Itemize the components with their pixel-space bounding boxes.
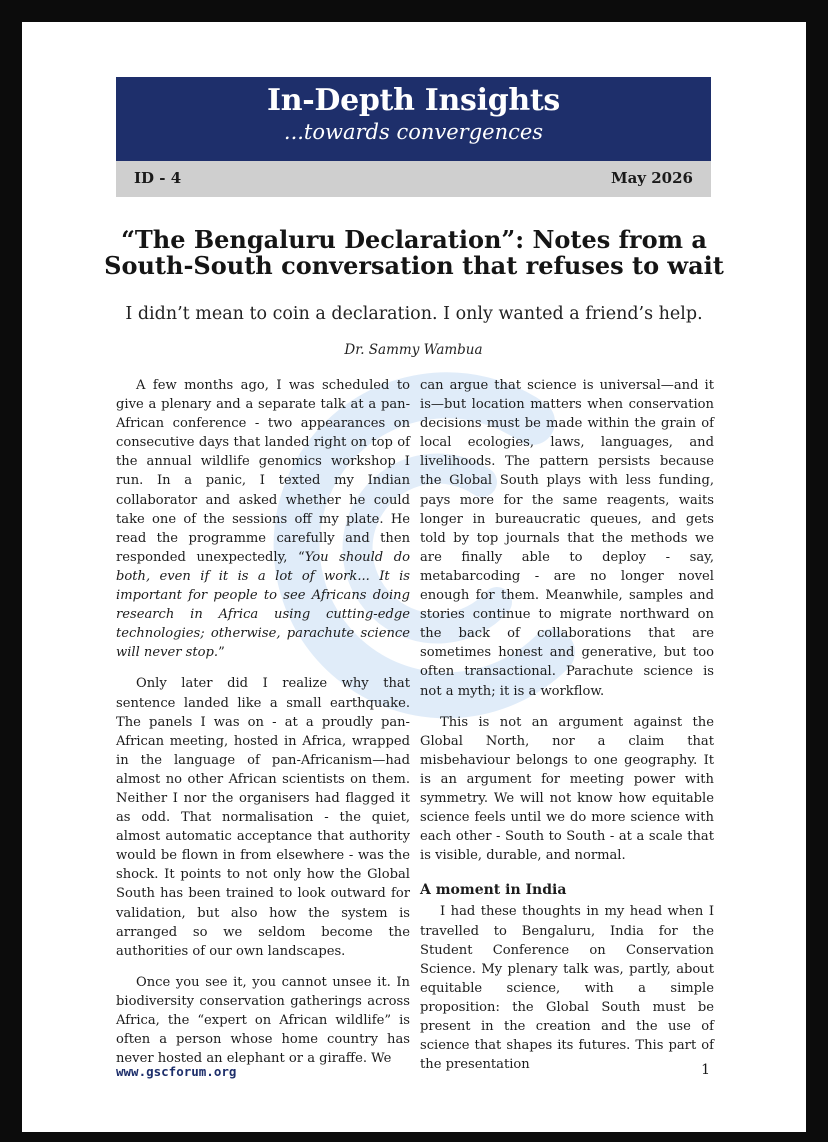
masthead-banner — [116, 77, 711, 161]
issue-number: ID - 4 — [134, 169, 182, 187]
paragraph-2: Only later did I realize why that sentence landed like a small earthquake. The panels I was on - at a proudly pan-African meeting, hosted in Africa, wrapped in the language of pan-Africanism—had almost no other African scientists on them. Neither I nor the organisers had flagged it as odd. That normalisation - the quiet, almost automatic acceptance that authority would be flown in from elsewhere - was the shock. It points to not only how the Global South has been trained to look outward for validation, but also how the system is arranged so we seldom become the authorities of our own landscapes. — [116, 676, 410, 959]
footer-website-link[interactable]: www.gscforum.org — [116, 1064, 237, 1079]
paragraph-4: This is not an argument against the Global North, nor a claim that misbehaviour belongs to one geography. It is an argument for meeting power with symmetry. We will not know how equitable science feels until we do more science with each other - South to South - at a scale that is visible, durable, and normal. — [420, 714, 714, 864]
article-subtitle: I didn’t mean to coin a declaration. I only wanted a friend’s help. — [125, 304, 703, 324]
paragraph-1 — [116, 376, 410, 662]
page-number: 1 — [701, 1062, 710, 1078]
paragraph-3-end: can argue that science is universal—and it is—but location matters when conservation decisions must be made within the grain of local ecologies, laws, languages, and livelihoods. The pattern persists because the Global South plays with less funding, pays more for the same reagents, waits longer in bureaucratic queues, and gets told by top journals that the methods we are finally able to deploy - say, metabarcoding - are no longer novel enough for them. Meanwhile, samples and stories continue to migrate northward on the back of collaborations that are sometimes honest and generative, but too often transactional. Parachute science is not a myth; it is a workflow. — [420, 378, 714, 699]
left-column — [116, 376, 410, 1068]
masthead-title: In-Depth Insights — [266, 83, 561, 118]
right-column — [420, 376, 714, 1074]
section-heading: A moment in India — [420, 882, 567, 899]
document-page — [22, 22, 806, 1132]
masthead-subtitle: ...towards convergences — [283, 120, 544, 144]
collaborator-quote: You should do both, even if it is a lot of work... It is important for people to see Africans doing research in Africa using cutting-edge technologies; otherwise, parachute science will never stop. — [116, 549, 410, 661]
article-author: Dr. Sammy Wambua — [344, 342, 483, 358]
quote-close: ” — [218, 645, 225, 661]
paragraph-1-text: A few months ago, I was scheduled to give a plenary and a separate talk at a pan-African conference - two appearances on consecutive days that landed right on top of the annual wildlife genomics workshop I run. In a panic, I texted my Indian collaborator and asked whether he could take one of the sessions off my plate. He read the programme carefully and then responded unexpectedly, “ — [116, 378, 410, 565]
issue-meta-bar — [116, 161, 711, 197]
paragraph-3-start: Once you see it, you cannot unsee it. In biodiversity conservation gatherings across Africa, the “expert on African wildlife” is often a person whose home country has never hosted an elephant or a giraffe. We — [116, 974, 410, 1067]
article-title: “The Bengaluru Declaration”: Notes from a South-South conversation that refuses to wait — [104, 225, 724, 280]
paragraph-5: I had these thoughts in my head when I travelled to Bengaluru, India for the Student Conference on Conservation Science. My plenary talk was, partly, about equitable science, with a simple proposition: the Global South must be present in the creation and the use of science that shapes its futures. This part of the presentation — [420, 904, 714, 1073]
issue-date: May 2026 — [610, 169, 693, 187]
